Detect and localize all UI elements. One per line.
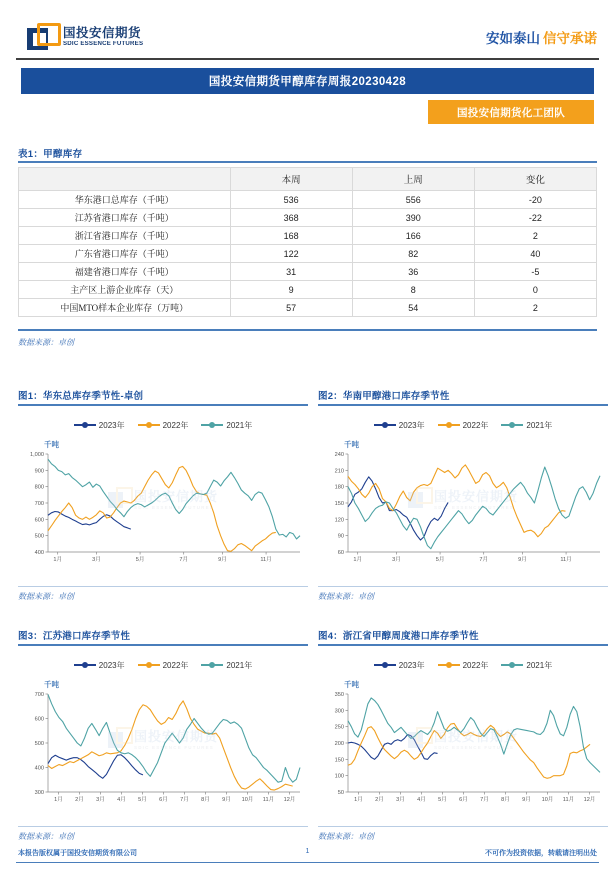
chart-series-line — [48, 459, 300, 539]
chart-source-note: 数据来源：卓创 — [318, 832, 374, 841]
table-body — [19, 191, 597, 317]
svg-text:1,000: 1,000 — [30, 451, 44, 458]
chart-bottom-divider — [18, 586, 308, 588]
svg-text:250: 250 — [334, 724, 344, 731]
chart-source-note: 数据来源：卓创 — [318, 592, 374, 601]
table-cell-value: 54 — [352, 299, 474, 317]
watermark-en: SDIC ESSENCE FUTURES — [133, 745, 215, 751]
tagline-blue: 安如泰山 — [486, 31, 540, 46]
svg-text:400: 400 — [34, 549, 44, 556]
chart-source-note: 数据来源：卓创 — [18, 592, 74, 601]
table-cell-value: -5 — [474, 263, 596, 281]
table-row — [19, 263, 597, 281]
legend-item — [501, 420, 552, 431]
legend-label: 2022年 — [462, 660, 489, 670]
legend-dot-icon — [509, 662, 515, 668]
svg-text:11月: 11月 — [262, 796, 275, 803]
svg-text:11月: 11月 — [260, 556, 272, 563]
svg-text:6月: 6月 — [459, 796, 468, 803]
logo-text — [63, 26, 142, 48]
table-cell-value: -22 — [474, 209, 596, 227]
chart-series-line — [48, 466, 276, 551]
chart-title: 图4：浙江省甲醇周度港口库存季节性 — [318, 631, 479, 642]
chart-title: 图1：华东总库存季节性-卓创 — [18, 391, 144, 402]
chart-svg — [318, 690, 608, 808]
table-cell-value: 2 — [474, 227, 596, 245]
legend-item — [138, 420, 189, 431]
table-cell-value: 31 — [230, 263, 352, 281]
table-cell-value: -20 — [474, 191, 596, 209]
table-row — [19, 299, 597, 317]
logo-name-cn: 国投安信期货 — [63, 26, 142, 40]
chart-area — [18, 646, 308, 824]
legend-item — [374, 660, 425, 671]
legend-dot-icon — [209, 662, 215, 668]
table-col-header: 本周 — [230, 168, 352, 191]
footer-copyright: 本报告版权属于国投安信期货有限公司 — [18, 849, 137, 857]
svg-text:11月: 11月 — [562, 796, 575, 803]
chart-y-unit: 千吨 — [344, 679, 359, 689]
svg-text:1月: 1月 — [353, 556, 363, 563]
svg-text:10月: 10月 — [241, 796, 254, 803]
legend-label: 2023年 — [98, 660, 125, 670]
legend-dot-icon — [82, 662, 88, 668]
legend-item — [201, 660, 252, 671]
table-cell-value: 122 — [230, 245, 352, 263]
logo-mark-icon — [27, 22, 57, 52]
chart-svg — [318, 450, 608, 568]
legend-label: 2021年 — [526, 420, 553, 430]
legend-dot-icon — [382, 422, 388, 428]
legend-dot-icon — [446, 662, 452, 668]
svg-text:5月: 5月 — [438, 796, 447, 803]
table-cell-value: 2 — [474, 299, 596, 317]
table-cell-value: 57 — [230, 299, 352, 317]
table-header-row — [19, 168, 597, 191]
chart-series-line — [48, 700, 293, 789]
legend-dot-icon — [146, 662, 152, 668]
table-cell-value: 82 — [352, 245, 474, 263]
chart-source-note: 数据来源：卓创 — [18, 832, 74, 841]
table-top-divider — [18, 161, 597, 163]
table-caption: 表1：甲醇库存 — [18, 149, 83, 160]
table-cell-value: 40 — [474, 245, 596, 263]
table-cell-value: 368 — [230, 209, 352, 227]
svg-text:9月: 9月 — [218, 556, 227, 563]
legend-dot-icon — [446, 422, 452, 428]
legend-item — [438, 420, 489, 431]
chart-bottom-divider — [318, 586, 608, 588]
watermark-en: SDIC ESSENCE FUTURES — [433, 745, 515, 751]
table-row-label: 中国MTO样本企业库存（万吨） — [19, 299, 231, 317]
table-col-header: 变化 — [474, 168, 596, 191]
svg-text:120: 120 — [334, 516, 344, 523]
chart-area — [18, 406, 308, 584]
tagline-orange: 信守承诺 — [543, 31, 597, 46]
legend-item — [74, 420, 125, 431]
chart-area — [318, 406, 608, 584]
svg-text:300: 300 — [34, 789, 44, 796]
chart-title: 图2：华南甲醇港口库存季节性 — [318, 391, 450, 402]
svg-text:5月: 5月 — [435, 556, 445, 563]
page-footer — [0, 848, 615, 862]
watermark-cn: 国投安信期货 — [133, 729, 219, 745]
legend-label: 2023年 — [398, 420, 425, 430]
table-row-label: 广东省港口库存（千吨） — [19, 245, 231, 263]
svg-text:500: 500 — [34, 533, 44, 540]
svg-text:1月: 1月 — [54, 796, 63, 803]
svg-text:150: 150 — [334, 500, 344, 507]
chart-block-2 — [318, 388, 608, 602]
chart-svg — [18, 690, 308, 808]
legend-label: 2022年 — [162, 420, 189, 430]
chart-series-line — [348, 723, 590, 778]
chart-plot — [318, 450, 608, 568]
svg-text:600: 600 — [34, 516, 44, 523]
legend-label: 2023年 — [98, 420, 125, 430]
chart-area — [318, 646, 608, 824]
legend-label: 2022年 — [162, 660, 189, 670]
svg-text:3月: 3月 — [96, 796, 105, 803]
svg-text:400: 400 — [34, 765, 44, 771]
page-title: 国投安信期货甲醇库存周报20230428 — [208, 76, 407, 88]
svg-text:700: 700 — [34, 500, 44, 507]
svg-text:7月: 7月 — [479, 556, 489, 563]
svg-text:1月: 1月 — [354, 796, 363, 803]
svg-text:11月: 11月 — [560, 556, 572, 563]
legend-item — [374, 420, 425, 431]
table-row — [19, 227, 597, 245]
legend-label: 2021年 — [526, 660, 553, 670]
legend-label: 2021年 — [226, 420, 253, 430]
svg-text:100: 100 — [334, 773, 344, 780]
svg-text:3月: 3月 — [392, 556, 401, 563]
page-header — [0, 0, 615, 60]
table-cell-value: 0 — [474, 281, 596, 299]
table-cell-value: 536 — [230, 191, 352, 209]
watermark-en: SDIC ESSENCE FUTURES — [133, 505, 215, 511]
table-cell-value: 168 — [230, 227, 352, 245]
svg-text:600: 600 — [34, 716, 44, 722]
team-badge-label: 国投安信期货化工团队 — [457, 106, 565, 119]
table-row-label: 江苏省港口库存（千吨） — [19, 209, 231, 227]
svg-text:150: 150 — [334, 756, 344, 763]
chart-svg — [18, 450, 308, 568]
chart-y-unit: 千吨 — [344, 439, 359, 449]
svg-text:5月: 5月 — [135, 556, 145, 563]
footer-divider — [16, 862, 599, 863]
svg-text:800: 800 — [34, 484, 44, 491]
svg-text:500: 500 — [34, 740, 44, 747]
chart-legend — [18, 420, 308, 431]
svg-text:1月: 1月 — [53, 556, 63, 563]
svg-text:210: 210 — [334, 467, 344, 474]
table-col-header: 上周 — [352, 168, 474, 191]
chart-title: 图3：江苏港口库存季节性 — [18, 631, 131, 642]
chart-plot — [18, 690, 308, 808]
table-row — [19, 281, 597, 299]
chart-legend — [18, 660, 308, 671]
footer-page-number: 1 — [305, 848, 310, 855]
svg-text:350: 350 — [334, 691, 344, 698]
svg-text:8月: 8月 — [501, 796, 510, 803]
svg-text:2月: 2月 — [75, 796, 84, 803]
svg-text:3月: 3月 — [396, 796, 405, 803]
legend-item — [74, 660, 125, 671]
chart-bottom-divider — [318, 826, 608, 828]
svg-text:7月: 7月 — [179, 556, 189, 563]
svg-text:12月: 12月 — [583, 796, 596, 803]
svg-text:700: 700 — [34, 691, 44, 698]
table-row — [19, 191, 597, 209]
chart-block-3 — [18, 628, 308, 842]
svg-text:300: 300 — [334, 707, 344, 714]
watermark-cn: 国投安信期货 — [433, 489, 519, 505]
chart-legend — [318, 420, 608, 431]
chart-series-line — [48, 754, 143, 778]
svg-text:7月: 7月 — [480, 796, 489, 803]
watermark-en: SDIC ESSENCE FUTURES — [433, 505, 515, 511]
table-cell-value: 36 — [352, 263, 474, 281]
legend-item — [138, 660, 189, 671]
svg-text:3月: 3月 — [92, 556, 101, 563]
chart-plot — [318, 690, 608, 808]
logo-name-en: SDIC ESSENCE FUTURES — [63, 41, 144, 47]
svg-text:10月: 10月 — [541, 796, 554, 803]
table-source-note: 数据来源：卓创 — [18, 338, 74, 347]
company-logo — [27, 22, 142, 52]
chart-legend — [318, 660, 608, 671]
watermark-cn: 国投安信期货 — [133, 489, 219, 505]
legend-label: 2022年 — [462, 420, 489, 430]
svg-text:90: 90 — [337, 533, 344, 540]
svg-text:9月: 9月 — [518, 556, 527, 563]
svg-text:5月: 5月 — [138, 796, 147, 803]
table-row — [19, 209, 597, 227]
svg-text:200: 200 — [334, 740, 344, 747]
table-cell-value: 556 — [352, 191, 474, 209]
stock-table — [18, 167, 597, 317]
watermark-cn: 国投安信期货 — [433, 729, 519, 745]
svg-text:50: 50 — [337, 789, 344, 796]
svg-text:9月: 9月 — [522, 796, 531, 803]
team-badge — [428, 100, 594, 124]
svg-text:4月: 4月 — [417, 796, 426, 803]
header-divider — [16, 58, 599, 60]
legend-item — [438, 660, 489, 671]
chart-plot — [18, 450, 308, 568]
table-cell-value: 9 — [230, 281, 352, 299]
table-cell-value: 390 — [352, 209, 474, 227]
legend-item — [501, 660, 552, 671]
table-cell-value: 166 — [352, 227, 474, 245]
legend-dot-icon — [209, 422, 215, 428]
chart-y-unit: 千吨 — [44, 679, 59, 689]
legend-dot-icon — [146, 422, 152, 428]
svg-text:8月: 8月 — [201, 796, 210, 803]
svg-text:6月: 6月 — [159, 796, 168, 803]
svg-text:2月: 2月 — [375, 796, 384, 803]
table-col-header — [19, 168, 231, 191]
table-row — [19, 245, 597, 263]
svg-text:7月: 7月 — [180, 796, 189, 803]
table-bottom-divider — [18, 329, 597, 331]
svg-text:4月: 4月 — [117, 796, 126, 803]
chart-bottom-divider — [18, 826, 308, 828]
svg-text:60: 60 — [337, 549, 344, 556]
chart-series-line — [348, 697, 600, 771]
svg-text:12月: 12月 — [283, 796, 296, 803]
table-row-label: 福建省港口库存（千吨） — [19, 263, 231, 281]
svg-text:900: 900 — [34, 467, 44, 474]
chart-block-4 — [318, 628, 608, 842]
legend-dot-icon — [82, 422, 88, 428]
table-row-label: 主产区上游企业库存（天） — [19, 281, 231, 299]
svg-text:240: 240 — [334, 451, 344, 458]
svg-text:180: 180 — [334, 484, 344, 491]
table-cell-value: 8 — [352, 281, 474, 299]
svg-text:9月: 9月 — [222, 796, 231, 803]
footer-disclaimer: 不可作为投资依据，转载请注明出处 — [485, 849, 597, 857]
chart-series-line — [348, 476, 448, 539]
legend-label: 2023年 — [398, 660, 425, 670]
company-tagline — [486, 27, 597, 47]
table-row-label: 浙江省港口库存（千吨） — [19, 227, 231, 245]
chart-series-line — [48, 694, 300, 782]
legend-dot-icon — [509, 422, 515, 428]
legend-item — [201, 420, 252, 431]
report-title-bar — [21, 68, 594, 94]
chart-y-unit: 千吨 — [44, 439, 59, 449]
table-row-label: 华东港口总库存（千吨） — [19, 191, 231, 209]
legend-dot-icon — [382, 662, 388, 668]
legend-label: 2021年 — [226, 660, 253, 670]
chart-block-1 — [18, 388, 308, 602]
